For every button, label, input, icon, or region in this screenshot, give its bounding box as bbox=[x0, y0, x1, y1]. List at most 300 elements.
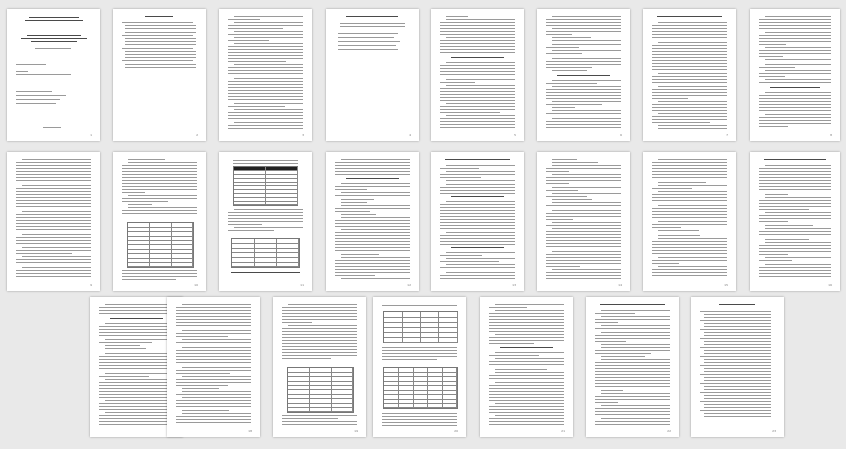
text-line bbox=[546, 243, 621, 244]
text-line bbox=[759, 183, 831, 184]
text-line bbox=[122, 60, 193, 61]
text-line bbox=[652, 197, 727, 198]
text-line bbox=[595, 414, 670, 415]
text-line bbox=[440, 241, 515, 242]
text-line bbox=[335, 266, 410, 267]
text-line bbox=[765, 16, 831, 17]
text-line bbox=[35, 48, 71, 49]
text-line bbox=[759, 254, 788, 255]
text-line bbox=[234, 64, 303, 65]
text-line bbox=[16, 71, 28, 72]
text-line bbox=[99, 376, 149, 377]
text-line bbox=[382, 347, 457, 348]
page-thumbnail[interactable] bbox=[167, 297, 260, 437]
text-line bbox=[440, 82, 475, 83]
text-line bbox=[122, 201, 168, 202]
text-line bbox=[176, 359, 251, 360]
text-line bbox=[546, 225, 621, 226]
text-line bbox=[122, 213, 197, 214]
text-line bbox=[552, 70, 587, 71]
text-line bbox=[601, 332, 670, 333]
text-line bbox=[228, 87, 303, 88]
text-line bbox=[546, 113, 621, 114]
text-line bbox=[704, 389, 771, 390]
text-line bbox=[759, 107, 831, 108]
text-line bbox=[176, 362, 251, 363]
text-line bbox=[446, 37, 515, 38]
text-line bbox=[652, 104, 727, 105]
text-line bbox=[440, 275, 515, 276]
table-cell bbox=[288, 408, 310, 413]
page-thumbnail[interactable] bbox=[643, 9, 736, 141]
text-line bbox=[658, 238, 727, 239]
text-line bbox=[335, 269, 410, 270]
text-line bbox=[110, 318, 163, 319]
text-line bbox=[770, 87, 820, 88]
text-line bbox=[122, 210, 197, 211]
text-line bbox=[335, 250, 410, 251]
text-line bbox=[176, 400, 251, 401]
text-line bbox=[704, 323, 771, 324]
text-line bbox=[176, 422, 251, 423]
text-line bbox=[759, 231, 831, 232]
text-line bbox=[658, 86, 727, 87]
text-line bbox=[759, 248, 831, 249]
text-line bbox=[440, 46, 515, 47]
table-cell bbox=[254, 262, 277, 267]
text-line bbox=[128, 204, 152, 205]
page-thumbnail[interactable] bbox=[537, 152, 630, 291]
text-line bbox=[552, 50, 621, 51]
page-thumbnail[interactable] bbox=[586, 297, 679, 437]
text-line bbox=[546, 22, 621, 23]
text-line bbox=[765, 264, 831, 265]
text-line bbox=[759, 168, 831, 169]
text-line bbox=[105, 348, 146, 349]
text-line bbox=[340, 26, 405, 27]
text-line bbox=[759, 126, 788, 127]
text-line bbox=[489, 400, 564, 401]
text-line bbox=[489, 378, 564, 379]
table-cell bbox=[442, 404, 457, 409]
page-number: 6 bbox=[620, 133, 622, 137]
text-line bbox=[99, 326, 174, 327]
text-line bbox=[176, 403, 251, 404]
text-line bbox=[658, 185, 727, 186]
text-line bbox=[105, 323, 174, 324]
text-line bbox=[546, 177, 621, 178]
text-line bbox=[99, 342, 152, 343]
text-line bbox=[552, 165, 621, 166]
text-line bbox=[759, 56, 783, 57]
text-line bbox=[759, 120, 831, 121]
text-line bbox=[125, 57, 196, 58]
text-line bbox=[601, 316, 670, 317]
text-line bbox=[340, 23, 405, 24]
text-line bbox=[382, 350, 457, 351]
table-cell bbox=[421, 337, 440, 343]
text-line bbox=[335, 272, 410, 273]
table bbox=[231, 238, 300, 268]
text-line bbox=[652, 89, 727, 90]
text-line bbox=[16, 262, 91, 263]
text-line bbox=[128, 159, 165, 160]
text-line bbox=[495, 352, 564, 353]
text-line bbox=[552, 28, 621, 29]
text-line bbox=[341, 257, 410, 258]
page-thumbnail[interactable] bbox=[273, 297, 366, 437]
text-line bbox=[658, 221, 727, 222]
page-thumbnail[interactable] bbox=[480, 297, 573, 437]
page-number: 23 bbox=[772, 429, 776, 433]
text-line bbox=[652, 122, 710, 123]
text-line bbox=[546, 246, 621, 247]
text-line bbox=[228, 96, 303, 97]
table-cell bbox=[234, 201, 266, 205]
text-line bbox=[335, 165, 410, 166]
text-line bbox=[489, 364, 564, 365]
text-line bbox=[228, 93, 303, 94]
table bbox=[383, 311, 458, 343]
text-line bbox=[546, 171, 569, 172]
text-line bbox=[16, 194, 91, 195]
text-line bbox=[557, 75, 610, 76]
page-thumbnail[interactable] bbox=[691, 297, 784, 437]
text-line bbox=[652, 51, 727, 52]
text-line bbox=[233, 163, 298, 164]
text-line bbox=[440, 244, 515, 245]
text-line bbox=[700, 401, 771, 402]
text-line bbox=[759, 245, 831, 246]
text-line bbox=[658, 159, 727, 160]
text-line bbox=[652, 116, 727, 117]
text-line bbox=[341, 192, 410, 193]
page-number: 15 bbox=[724, 283, 728, 287]
text-line bbox=[652, 214, 727, 215]
text-line bbox=[546, 254, 621, 255]
text-line bbox=[122, 192, 145, 193]
text-line bbox=[341, 202, 367, 203]
text-line bbox=[335, 260, 410, 261]
page-number: 16 bbox=[828, 283, 832, 287]
text-line bbox=[341, 278, 410, 279]
text-line bbox=[335, 168, 410, 169]
text-line bbox=[765, 239, 809, 240]
text-line bbox=[546, 257, 621, 258]
text-line bbox=[552, 193, 621, 194]
text-line bbox=[658, 113, 727, 114]
text-line bbox=[546, 237, 621, 238]
page-thumbnail[interactable] bbox=[7, 152, 100, 291]
text-line bbox=[652, 244, 727, 245]
text-line bbox=[759, 38, 831, 39]
text-line bbox=[446, 62, 515, 63]
text-line bbox=[176, 333, 251, 334]
text-line bbox=[704, 341, 771, 342]
text-line bbox=[440, 213, 515, 214]
text-line bbox=[759, 251, 831, 252]
text-line bbox=[595, 377, 670, 378]
text-line bbox=[595, 313, 635, 314]
text-line bbox=[451, 247, 504, 248]
page-thumbnail[interactable] bbox=[750, 152, 840, 291]
text-line bbox=[552, 222, 621, 223]
text-line bbox=[122, 171, 197, 172]
text-line bbox=[765, 32, 831, 33]
text-line bbox=[500, 347, 553, 348]
page-thumbnail[interactable] bbox=[326, 9, 419, 141]
text-line bbox=[440, 65, 515, 66]
text-line bbox=[652, 200, 727, 201]
text-line bbox=[182, 330, 251, 331]
text-line bbox=[700, 320, 771, 321]
text-line bbox=[552, 187, 621, 188]
text-line bbox=[176, 307, 251, 308]
text-line bbox=[446, 115, 515, 116]
text-line bbox=[228, 212, 303, 213]
text-line bbox=[601, 310, 670, 311]
text-line bbox=[658, 266, 727, 267]
text-line bbox=[446, 272, 515, 273]
text-line bbox=[234, 43, 303, 44]
text-line bbox=[122, 177, 197, 178]
text-line bbox=[382, 425, 457, 426]
text-line bbox=[700, 311, 771, 312]
text-line bbox=[765, 225, 813, 226]
text-line bbox=[700, 365, 771, 366]
text-line bbox=[440, 71, 515, 72]
text-line bbox=[704, 395, 771, 396]
text-line bbox=[759, 270, 831, 271]
text-line bbox=[546, 95, 621, 96]
text-line bbox=[595, 411, 670, 412]
text-line bbox=[282, 421, 357, 422]
text-line bbox=[446, 180, 515, 181]
text-line bbox=[228, 40, 269, 41]
text-line bbox=[99, 418, 174, 419]
text-line bbox=[704, 344, 771, 345]
page-thumbnail[interactable] bbox=[326, 152, 419, 291]
text-line bbox=[234, 227, 303, 228]
text-line bbox=[228, 73, 303, 74]
text-line bbox=[652, 37, 727, 38]
text-line bbox=[182, 391, 251, 392]
text-line bbox=[440, 112, 500, 113]
text-line bbox=[759, 117, 831, 118]
text-line bbox=[765, 79, 831, 80]
text-line bbox=[759, 209, 809, 210]
text-line bbox=[282, 346, 357, 347]
text-line bbox=[231, 272, 300, 273]
text-line bbox=[128, 207, 197, 208]
text-line bbox=[346, 178, 399, 179]
text-line bbox=[489, 385, 564, 386]
text-line bbox=[489, 307, 527, 308]
text-line bbox=[700, 338, 771, 339]
text-line bbox=[446, 85, 515, 86]
page-thumbnail[interactable] bbox=[7, 9, 100, 141]
text-line bbox=[759, 174, 831, 175]
page-thumbnail[interactable] bbox=[750, 9, 840, 141]
text-line bbox=[489, 340, 564, 341]
text-line bbox=[704, 398, 771, 399]
text-line bbox=[489, 394, 564, 395]
text-line bbox=[489, 343, 534, 344]
text-line bbox=[546, 25, 621, 26]
text-line bbox=[652, 247, 727, 248]
text-line bbox=[440, 31, 515, 32]
text-line bbox=[440, 25, 515, 26]
text-line bbox=[440, 190, 515, 191]
text-line bbox=[595, 335, 670, 336]
text-line bbox=[652, 241, 727, 242]
text-line bbox=[16, 103, 56, 104]
page-thumbnail[interactable] bbox=[373, 297, 466, 437]
text-line bbox=[228, 81, 303, 82]
text-line bbox=[489, 313, 564, 314]
text-line bbox=[489, 418, 564, 419]
text-line bbox=[16, 226, 91, 227]
text-line bbox=[440, 255, 482, 256]
text-line bbox=[335, 189, 367, 190]
page-thumbnail[interactable] bbox=[537, 9, 630, 141]
page-thumbnail[interactable] bbox=[431, 152, 524, 291]
text-line bbox=[105, 379, 174, 380]
text-line bbox=[700, 329, 771, 330]
table-cell bbox=[439, 337, 458, 343]
text-line bbox=[99, 415, 174, 416]
page-thumbnail[interactable] bbox=[219, 152, 312, 291]
text-line bbox=[652, 45, 727, 46]
page-number: 14 bbox=[618, 283, 622, 287]
text-line bbox=[228, 115, 303, 116]
text-line bbox=[29, 17, 79, 18]
text-line bbox=[125, 54, 196, 55]
text-line bbox=[16, 220, 91, 221]
text-line bbox=[16, 168, 91, 169]
text-line bbox=[495, 310, 564, 311]
text-line bbox=[601, 393, 670, 394]
text-line bbox=[234, 103, 303, 104]
text-line bbox=[546, 64, 621, 65]
text-line bbox=[446, 264, 515, 265]
text-line bbox=[658, 182, 706, 183]
text-line bbox=[335, 226, 410, 227]
page-thumbnail[interactable] bbox=[113, 152, 206, 291]
text-line bbox=[546, 196, 587, 197]
text-line bbox=[338, 41, 400, 42]
text-line bbox=[759, 82, 831, 83]
text-line bbox=[595, 402, 618, 403]
text-line bbox=[176, 406, 251, 407]
text-line bbox=[652, 269, 727, 270]
text-line bbox=[704, 326, 771, 327]
text-line bbox=[99, 310, 174, 311]
page-number: 1 bbox=[90, 133, 92, 137]
table-cell bbox=[277, 262, 300, 267]
text-line bbox=[652, 69, 727, 70]
text-line bbox=[489, 375, 564, 376]
text-line bbox=[16, 237, 91, 238]
text-line bbox=[335, 232, 410, 233]
text-line bbox=[440, 49, 515, 50]
text-line bbox=[759, 218, 831, 219]
text-line bbox=[595, 399, 670, 400]
page-thumbnail[interactable] bbox=[113, 9, 206, 141]
text-line bbox=[16, 217, 91, 218]
text-line bbox=[228, 84, 303, 85]
text-line bbox=[228, 99, 303, 100]
page-thumbnail[interactable] bbox=[219, 9, 312, 141]
text-line bbox=[176, 316, 251, 317]
text-line bbox=[382, 419, 457, 420]
page-thumbnail[interactable] bbox=[431, 9, 524, 141]
text-line bbox=[489, 424, 564, 425]
text-line bbox=[182, 339, 251, 340]
table-cell bbox=[331, 408, 353, 413]
text-line bbox=[228, 221, 303, 222]
text-line bbox=[122, 276, 197, 277]
text-line bbox=[765, 257, 831, 258]
text-line bbox=[601, 356, 645, 357]
text-line bbox=[440, 94, 515, 95]
text-line bbox=[440, 225, 515, 226]
text-line bbox=[440, 88, 515, 89]
page-thumbnail[interactable] bbox=[643, 152, 736, 291]
text-line bbox=[652, 171, 727, 172]
text-line bbox=[16, 165, 91, 166]
text-line bbox=[234, 22, 303, 23]
text-line bbox=[228, 128, 303, 129]
text-line bbox=[704, 317, 771, 318]
text-line bbox=[122, 174, 197, 175]
text-line bbox=[445, 159, 510, 160]
text-line bbox=[652, 63, 727, 64]
text-line bbox=[601, 405, 670, 406]
page-number: 2 bbox=[196, 133, 198, 137]
text-line bbox=[440, 187, 515, 188]
text-line bbox=[228, 25, 303, 26]
text-line bbox=[546, 263, 621, 264]
text-line bbox=[16, 188, 91, 189]
text-line bbox=[176, 313, 251, 314]
text-line bbox=[489, 355, 539, 356]
text-line bbox=[27, 35, 81, 36]
text-line bbox=[552, 107, 575, 108]
text-line bbox=[704, 335, 771, 336]
text-line bbox=[546, 92, 621, 93]
text-line bbox=[552, 118, 621, 119]
text-line bbox=[122, 273, 197, 274]
text-line bbox=[288, 325, 357, 326]
text-line bbox=[99, 409, 174, 410]
text-line bbox=[335, 208, 410, 209]
page-number: 18 bbox=[248, 429, 252, 433]
text-line bbox=[759, 267, 831, 268]
text-line bbox=[446, 232, 515, 233]
text-line bbox=[546, 213, 621, 214]
text-line bbox=[16, 74, 71, 75]
text-line bbox=[658, 22, 727, 23]
text-line bbox=[759, 101, 831, 102]
table-cell bbox=[310, 408, 332, 413]
text-line bbox=[122, 183, 197, 184]
text-line bbox=[489, 337, 564, 338]
text-line bbox=[446, 201, 515, 202]
text-line bbox=[125, 41, 196, 42]
text-line bbox=[176, 356, 251, 357]
text-line bbox=[233, 160, 298, 161]
